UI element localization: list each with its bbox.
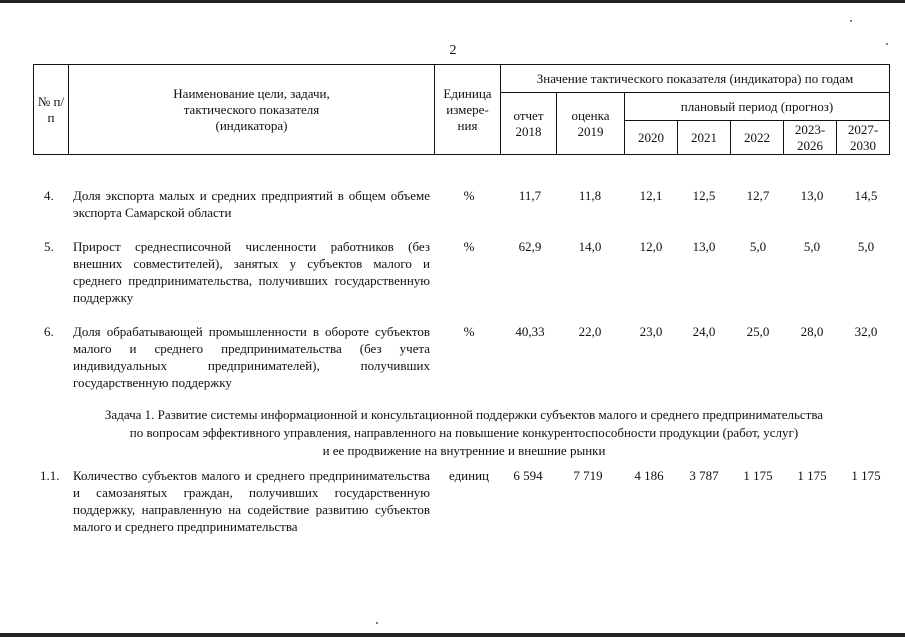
row-value-2019: 22,0	[578, 324, 602, 339]
row-number: 1.1.	[40, 468, 60, 483]
row-unit: единиц	[448, 468, 490, 483]
header-unit-line: ния	[457, 117, 478, 133]
row-value-2021: 3 787	[689, 468, 719, 483]
page-number: 2	[449, 43, 457, 58]
row-text: Доля экспорта малых и средних предприятий в общем объеме экспорта Самарской области	[73, 188, 430, 220]
header-year-2021: 2021	[678, 121, 731, 155]
header-name-line: (индикатора)	[215, 117, 288, 133]
header-estimate-line: 2019	[577, 123, 604, 139]
row-value-2027-2030: 1 175	[851, 468, 881, 483]
row-value-2019: 11,8	[578, 188, 602, 203]
row-value-2021: 12,5	[692, 188, 716, 203]
header-estimate-cell	[557, 93, 625, 155]
header-unit-cell	[435, 65, 501, 155]
row-value-2023-2026: 28,0	[800, 324, 824, 339]
row-unit: %	[463, 239, 475, 254]
header-values-title: Значение тактического показателя (индикатора) по годам	[501, 65, 890, 93]
header-report-line: отчет	[513, 107, 544, 123]
scan-border-top	[0, 0, 905, 3]
row-value-2027-2030: 5,0	[857, 239, 875, 254]
row-value-2019: 14,0	[578, 239, 602, 254]
scan-speck	[886, 43, 888, 45]
header-name-line: Наименование цели, задачи,	[173, 85, 330, 101]
header-name-line: тактического показателя	[183, 101, 320, 117]
row-value-2020: 12,1	[639, 188, 663, 203]
header-year-2020: 2020	[625, 121, 678, 155]
row-value-2027-2030: 32,0	[854, 324, 878, 339]
row-value-2021: 13,0	[692, 239, 716, 254]
task-heading-line: Задача 1. Развитие системы информационной и консультационной поддержки субъектов малого и среднего предпринимательства	[104, 407, 824, 422]
header-unit-line: измере-	[446, 101, 489, 117]
row-value-2018: 40,33	[515, 324, 545, 339]
header-estimate-line: оценка	[571, 107, 610, 123]
header-year-2022: 2022	[731, 121, 784, 155]
header-unit-line: Единица	[443, 85, 492, 101]
row-number: 6.	[44, 324, 54, 339]
row-unit: %	[463, 188, 475, 203]
header-report-cell	[501, 93, 557, 155]
row-value-2023-2026: 13,0	[800, 188, 824, 203]
header-num-cell	[34, 65, 69, 155]
table-header	[33, 64, 890, 155]
task-heading	[36, 406, 892, 460]
header-report-line: 2018	[515, 123, 542, 139]
row-value-2022: 5,0	[749, 239, 767, 254]
header-num: № п/п	[37, 93, 65, 125]
row-text: Доля обрабатывающей промышленности в обороте субъектов малого и среднего предпринимательства (без учета индивидуальных предпринимателей), получивших государственную поддержку	[73, 324, 430, 390]
row-number: 4.	[44, 188, 54, 203]
scan-speck	[850, 20, 852, 22]
row-text: Количество субъектов малого и среднего предпринимательства и самозанятых граждан, получивших государственную поддержку, направленную на содействие развитию субъектов малого и среднего предпринимательства	[73, 468, 430, 534]
header-name-cell	[69, 65, 435, 155]
task-heading-line: по вопросам эффективного управления, направленного на повышение конкурентоспособности продукции (работ, услуг)	[129, 425, 799, 440]
row-value-2018: 6 594	[513, 468, 543, 483]
row-text: Прирост среднесписочной численности работников (без внешних совместителей), занятых у субъектов малого и среднего предпринимательства, получивших государственную поддержку	[73, 239, 430, 305]
row-value-2022: 12,7	[746, 188, 770, 203]
scan-border-bottom	[0, 633, 905, 637]
row-number: 5.	[44, 239, 54, 254]
row-value-2018: 11,7	[518, 188, 542, 203]
row-unit: %	[463, 324, 475, 339]
task-heading-line: и ее продвижение на внутренние и внешние рынки	[322, 443, 606, 458]
row-value-2021: 24,0	[692, 324, 716, 339]
row-value-2022: 25,0	[746, 324, 770, 339]
row-value-2018: 62,9	[518, 239, 542, 254]
row-value-2022: 1 175	[743, 468, 773, 483]
row-value-2020: 23,0	[639, 324, 663, 339]
row-value-2020: 4 186	[634, 468, 664, 483]
row-value-2023-2026: 1 175	[797, 468, 827, 483]
scan-speck	[376, 622, 378, 624]
header-year-2027-2030: 2027-2030	[837, 121, 890, 155]
row-value-2019: 7 719	[573, 468, 603, 483]
row-value-2023-2026: 5,0	[803, 239, 821, 254]
header-year-2023-2026: 2023-2026	[784, 121, 837, 155]
row-value-2020: 12,0	[639, 239, 663, 254]
row-value-2027-2030: 14,5	[854, 188, 878, 203]
header-plan-title: плановый период (прогноз)	[625, 93, 890, 121]
